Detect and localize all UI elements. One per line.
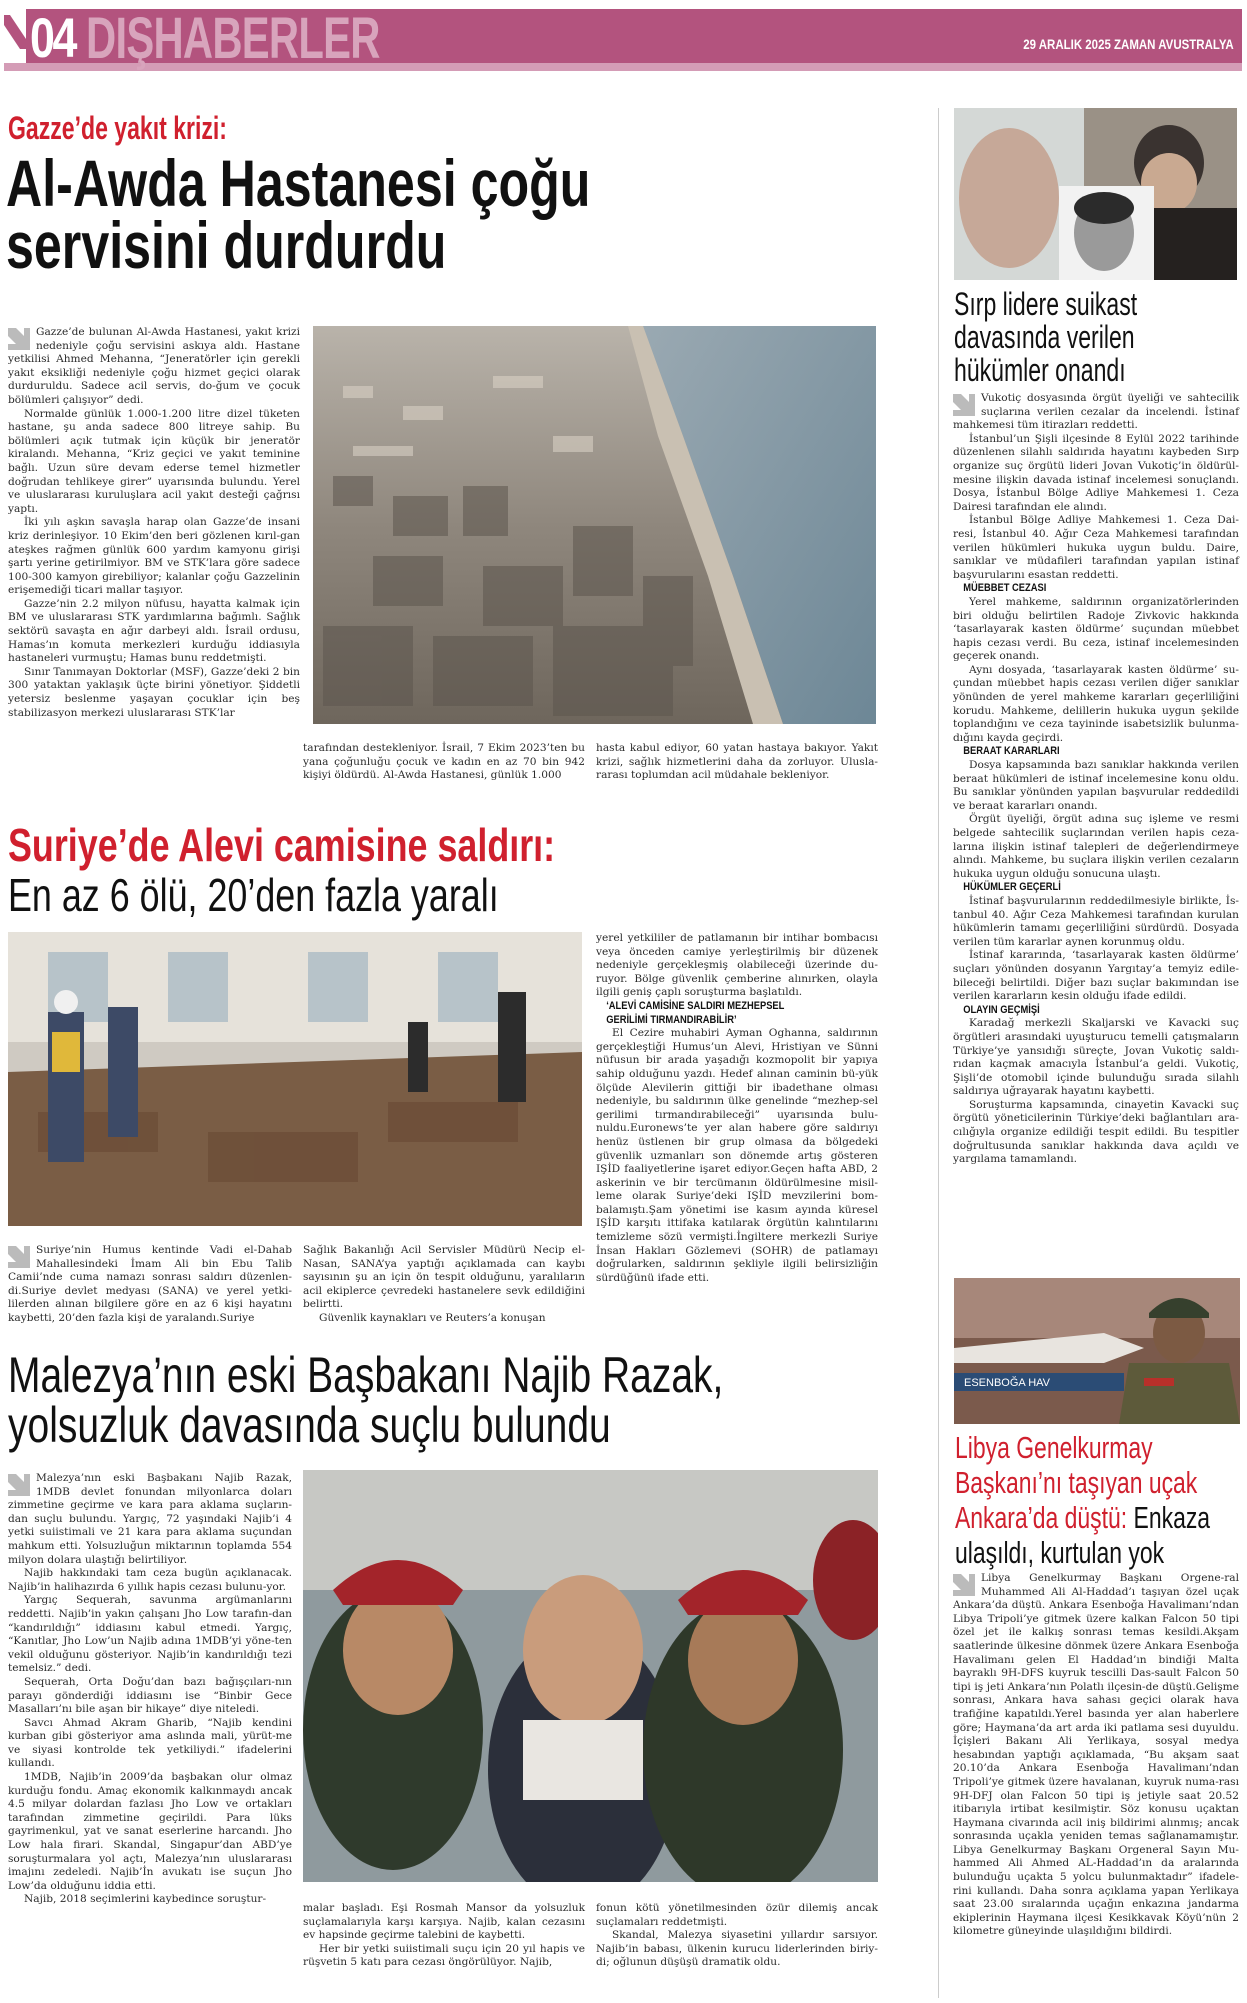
issue-date bbox=[1023, 36, 1234, 52]
syria-paragraph: Güvenlik kaynakları ve Reuters’a konuşan bbox=[319, 1311, 546, 1324]
syria-headline: En az 6 ölü, 20’den fazla yaralı bbox=[8, 869, 499, 921]
syria-paragraph: yerel yetkililer de patlamanın bir intihar bombacısı veya önceden camiye yerleştirilmiş bir düzenek nedeniyle gerçekleşmiş olabileceği üzerinde du-ruyor. Bölge güvenlik çemberine alınırken, olayla ilgili geniş çaplı soruşturma başlatıldı. bbox=[596, 932, 878, 999]
malaysia-headline-line2: yolsuzluk davasında suçlu bulundu bbox=[8, 1397, 611, 1453]
gaza-paragraph: Gazze’nin 2.2 milyon nüfusu, hayatta kalmak için BM ve uluslararası STK yardımlarına bağımlı. Sağlık sektörü savaşta en ağır darbeyi aldı. İsrail ordusu, Hamas’ın komuta merkezleri kurduğu iddiasıyla hastaneleri vurmuştu; Hamas bunu reddetmişti. bbox=[8, 597, 300, 665]
syria-mosque-photo bbox=[8, 932, 582, 1226]
serbia-paragraph: Soruşturma kapsamında, cinayetin Kavacki suç örgütü yöneticilerinin Türkiye’deki bağlantıları ara-cılığıyla organize edildiği tespit edildi. Bu tespitler doğrultusunda sanıklar hakkında dava açıldı ve yargılama tamamlandı. bbox=[953, 1098, 1239, 1166]
syria-body-col1 bbox=[8, 1244, 292, 1326]
malaysia-paragraph: fonun kötü yönetilmesinden özür dilemiş ancak suçlamaları reddetmişti. bbox=[596, 1902, 878, 1928]
serbia-headline-line1: Sırp lidere suikast bbox=[954, 286, 1138, 322]
malaysia-paragraph: Najib hakkındaki tam ceza bugün açıklanacak. Najib’in halihazırda 6 yıllık hapis cezası bulunu-yor. bbox=[8, 1567, 292, 1593]
malaysia-paragraph: Malezya’nın eski Başbakanı Najib Razak, 1MDB devlet fonundan milyonlarca doları zimmetine geçirme ve kara para aklama suçların-dan suçlu bulundu. Yargıç, 72 yaşındaki Najib’i 4 yetki suiistimali ve 21 kara para aklama suçundan mahkum etti. Yolsuzluğun miktarının toplamda 554 milyon dolara ulaştığı belirtiliyor. bbox=[8, 1472, 292, 1566]
serbia-suspects-photo bbox=[954, 108, 1237, 280]
malaysia-body-col3 bbox=[596, 1902, 878, 1970]
syria-body-col3 bbox=[596, 932, 878, 1285]
malaysia-body-col1 bbox=[8, 1472, 292, 1907]
page-masthead bbox=[4, 6, 1242, 71]
libya-body bbox=[953, 1572, 1239, 1939]
serbia-paragraph: Aynı dosyada, ‘tasarlayarak kasten öldürme’ su-çundan müebbet hapis cezası verilen diğer sanıklar yönünden de yerel mahkeme kararları geçerliliğini korudu. Mahkeme, delillerin hukuka uygun şekilde toplandığını ve ceza tayininde isabetsizlik bulunma-dığını kayda geçirdi. bbox=[953, 663, 1239, 744]
libya-general-photo bbox=[954, 1278, 1240, 1424]
page-number: 04 bbox=[30, 6, 76, 69]
gaza-body-col2 bbox=[303, 742, 585, 783]
malaysia-najib-photo bbox=[303, 1470, 878, 1882]
section-title: DIŞHABERLER bbox=[86, 6, 380, 71]
serbia-headline-line2: davasında verilen bbox=[954, 319, 1135, 355]
libya-headline bbox=[955, 1430, 1210, 1570]
gaza-headline-line2: servisini durdurdu bbox=[6, 208, 447, 282]
malaysia-paragraph: Sequerah, Orta Doğu’dan bazı bağışçıları-nın parayı gönderdiği iddiasını ise “Binbir Gece Masalları’nı bile aşan bir hikaye” diye niteledi. bbox=[8, 1675, 292, 1716]
gaza-paragraph: Sınır Tanımayan Doktorlar (MSF), Gazze’deki 2 bin 300 yataktan yaklaşık üçte birini yönetiyor. Şiddetli yetersiz beslenme yaşayan çocuklar için beş stabilizasyon merkezi uluslararası STK’lar bbox=[8, 665, 300, 719]
gaza-body-col3 bbox=[596, 742, 878, 783]
malaysia-paragraph: Najib, 2018 seçimlerini kaybedince soruştur- bbox=[24, 1893, 267, 1906]
gaza-aerial-photo bbox=[313, 326, 876, 724]
serbia-subhead: OLAYIN GEÇMİŞİ bbox=[963, 1003, 1040, 1016]
malaysia-paragraph: Savcı Ahmad Akram Gharib, “Najib kendini kurban gibi gösteriyor ama aslında mali, yürüt-me ve siyasi kontrolde tek yetkiliydi.” ifadelerini kullandı. bbox=[8, 1716, 292, 1770]
gaza-headline bbox=[6, 146, 591, 282]
malaysia-body-col2 bbox=[303, 1902, 585, 1970]
libya-headline-line1: Libya Genelkurmay bbox=[955, 1430, 1153, 1465]
gaza-body-col1 bbox=[8, 326, 300, 720]
serbia-subhead: HÜKÜMLER GEÇERLİ bbox=[963, 881, 1061, 894]
libya-headline-line2: Başkanı’nı taşıyan uçak bbox=[955, 1465, 1198, 1500]
column-divider bbox=[938, 108, 939, 1998]
serbia-paragraph: Örgüt üyeliği, örgüt adına suç işleme ve resmi belgede sahtecilik suçlarından verilen hapis ceza-larına ilişkin istinaf talepleri de değerlendirmeye alındı. Mahkeme, bu suçlara ilişkin verilen cezaların hukuka uygun olduğu sonucuna ulaştı. bbox=[953, 813, 1239, 880]
serbia-subhead: MÜEBBET CEZASI bbox=[963, 582, 1047, 595]
date-text: 29 ARALIK 2025 bbox=[1023, 36, 1112, 52]
gaza-paragraph: Normalde günlük 1.000-1.200 litre dizel tüketen hastane, şu anda sadece 800 litreye sahip. Bu bölümleri açık tutmak için küçük bir jeneratör kiralandı. Mehanna, “Kriz geçici ve yakıt teminine bağlı. Uzun süre devam ederse temel hizmetler doğrudan tehlikeye girer” uyarısında bulundu. Yerel ve uluslararası kuruluşlara acil yakıt desteği çağrısı yaptı. bbox=[8, 407, 300, 515]
syria-kicker: Suriye’de Alevi camisine saldırı: bbox=[8, 819, 556, 871]
serbia-headline bbox=[954, 288, 1137, 387]
syria-paragraph: Suriye’nin Humus kentinde Vadi el-Dahab Mahallesindeki İmam Ali bin Ebu Talib Camii’nde cuma namazı sonrası saldırı düzenlen-di.Suriye devlet medyası (SANA) ve yerel yetki-lilerden alınan bilgilere göre en az 6 kişi hayatını kaybetti, 20’den fazla kişi de yaralandı.Suriye bbox=[8, 1244, 292, 1324]
gaza-kicker: Gazze’de yakıt krizi: bbox=[8, 110, 227, 146]
lead-arrow-icon bbox=[8, 328, 30, 350]
serbia-paragraph: İstanbul Bölge Adliye Mahkemesi 1. Ceza Dai-resi, İstanbul 40. Ağır Ceza Mahkemesi tarafından verilen hükümleri hukuka uygun buldu. Daire, sanıklar ve müdafileri tarafından yapılan istinaf başvurularını esastan reddetti. bbox=[953, 514, 1239, 581]
syria-paragraph: El Cezire muhabiri Ayman Oghanna, saldırının gerçekleştiği Humus’un Alevi, Hristiyan ve Sünni nüfusun bir arada yaşadığı kozmopolit bir yapıya sahip olduğunu yazdı. Hedef alınan caminin bü-yük ölçüde Alevilerin gittiği bir ibadethane olması nedeniyle, bu saldırının ülke genelinde “mezhep-sel gerilimi tırmandırabileceği” uyarısında bulu-nuldu.Euronews’te yer alan habere göre saldırıyı henüz üstlenen bir grup olmasa da bölgedeki güvenlik uzmanları son dönemde artış gösteren IŞİD faaliyetlerine işaret ediyor.Geçen hafta ABD, 2 askerinin ve bir tercümanın öldürülmesine misil-leme olarak Suriye’deki IŞİD mevzilerini bom-balamıştı.Şam yönetimi ise kasım ayında küresel IŞİD karşıtı ittifaka katılarak örgütün kalıntılarını temizleme sözü vermişti.İngiltere merkezli Suriye İnsan Hakları Gözlemevi (SOHR) de patlamayı doğrularken, saldırının şekliyle ilgili belirsizliğin sürdüğünü ifade etti. bbox=[596, 1027, 878, 1284]
lead-arrow-icon bbox=[953, 394, 975, 416]
malaysia-headline bbox=[8, 1347, 724, 1453]
syria-subhead: ‘ALEVİ CAMİSİNE SALDIRI MEZHEPSEL bbox=[606, 999, 785, 1012]
gaza-paragraph: İki yılı aşkın savaşla harap olan Gazze’de insani kriz derinleşiyor. 10 Ekim’den beri gözlenen kırıl-gan ateşkes rağmen günlük 600 yardım kamyonu girişi şartı yerine getirilmiyor. BM ve STK’lara göre sadece 100-300 kamyon girebiliyor; kalanlar çoğu Gazzelinin erişemediği ticari mallar taşıyor. bbox=[8, 516, 300, 597]
gaza-paragraph: Gazze’de bulunan Al-Awda Hastanesi, yakıt krizi nedeniyle çoğu servisini askıya aldı. Hastane yetkilisi Ahmed Mehanna, “Jeneratörler için gerekli yakıt eksikliği nedeniyle çoğu hizmet geçici olarak durduruldu. Sadece acil servis, do-ğum ve çocuk bölümleri çalışıyor” dedi. bbox=[8, 326, 300, 406]
publication-name: ZAMAN AVUSTRALYA bbox=[1114, 36, 1234, 52]
serbia-body bbox=[953, 392, 1239, 1167]
airport-sign-text: ESENBOĞA HAV bbox=[964, 1377, 1050, 1389]
gaza-paragraph: tarafından destekleniyor. İsrail, 7 Ekim 2023’ten bu yana çoğunluğu çocuk ve kadın en az 70 bin 942 kişiyi öldürdü. Al-Awda Hastanesi, günlük 1.000 bbox=[303, 742, 585, 782]
malaysia-paragraph: Her bir yetki suiistimali suçu için 20 yıl hapis ve rüşvetin 5 katı para cezası öngörülüyor. Najib, bbox=[303, 1942, 585, 1969]
serbia-paragraph: Karadağ merkezli Skaljarski ve Kavacki suç örgütleri arasındaki uyuşturucu temelli çatışmaların Türkiye’ye yansıdığı süreçte, Jovan Vukotiç saldı-rıdan kaçmak amacıyla İstanbul’a geldi. Vukotiç, Şişli’de otomobil içinde bulunduğu sırada silahlı saldırıya uğrayarak hayatını kaybetti. bbox=[953, 1017, 1239, 1098]
gaza-headline-line1: Al-Awda Hastanesi çoğu bbox=[6, 146, 591, 220]
libya-headline-line4: ulaşıldı, kurtulan yok bbox=[955, 1535, 1165, 1570]
malaysia-paragraph: Skandal, Malezya siyasetini yıllardır sarsıyor. Najib’in babası, ülkenin kurucu liderlerinden biriy-di; oğlunun düşüşü dramatik oldu. bbox=[596, 1929, 878, 1969]
syria-body-col2 bbox=[303, 1244, 585, 1326]
gaza-paragraph: hasta kabul ediyor, 60 yatan hastaya bakıyor. Yakıt krizi, sağlık hizmetlerini daha da zorluyor. Ulusla-rarası toplumdan acil müdahale bekleniyor. bbox=[596, 742, 878, 782]
malaysia-paragraph: Yargıç Sequerah, savunma argümanlarını reddetti. Najib’in yakın çalışanı Jho Low tarafın-dan “kandırıldığı” iddiasını kabul etmedi. Yargıç, “Kanıtlar, Jho Low’un Najib adına 1MDB’yi yöne-ten vekil olduğunu gösteriyor. Najib’in kandırıldığı tezi temelsiz.” dedi. bbox=[8, 1594, 292, 1675]
malaysia-headline-line1: Malezya’nın eski Başbakanı Najib Razak, bbox=[8, 1347, 724, 1403]
serbia-paragraph: Yerel mahkeme, saldırının organizatörlerinden biri olduğu belirtilen Radoje Zivkovic hakkında ‘tasarlayarak kasten öldürme’ suçundan müebbet hapis cezası verdi. Bu ceza, istinaf incelemesinden geçerek onandı. bbox=[953, 595, 1239, 663]
syria-subhead: GERİLİMİ TIRMANDIRABİLİR’ bbox=[606, 1013, 737, 1026]
serbia-paragraph: İstinaf başvurularının reddedilmesiyle birlikte, İs-tanbul 40. Ağır Ceza Mahkemesi tarafından kurulan hükümlerin tamamı geçerliliğini sürdürdü. Dosyada verilen tüm kararlar aynen korunmuş oldu. bbox=[953, 894, 1239, 948]
libya-paragraph: Libya Genelkurmay Başkanı Orgene-ral Muhammed Ali Al-Haddad’ı taşıyan özel uçak Ankara’da düştü. Ankara Esenboğa Havalimanı’ndan Libya Tripoli’ye gitmek üzere kalkan Falcon 50 tipi özel jet ile kalkış sonrası temas kesildi.Akşam saatlerinde ülkesine dönmek üzere Ankara Esenboğa Havalimanı gelen El Haddad’ın bindiği Malta bayraklı 9H-DFS kuyruk tescilli Das-sault Falcon 50 tipi iş jeti Ankara’nın Polatlı ilçesin-de düştü.Gelişme sonrası, Ankara hava sahası geçici olarak hava trafiğine kapatıldı.Yerel basında yer alan haberlere göre; Haymana’da art arda iki patlama sesi duyuldu. İçişleri Bakanı Ali Yerlikaya, sosyal medya hesabından yaptığı açıklamada, “Bu akşam saat 20.10’da Ankara Esenboğa Havalimanı’ndan Tripoli’ye gitmek üzere havalanan, kuyruk numa-rası 9H-DFJ olan Falcon 50 tipi iş jetiyle saat 20.52 itibarıyla irtibat kesilmiştir. Söz konusu uçaktan Haymana civarında acil iniş bildirimi alınmış; ancak sonrasında uçakla yeniden temas sağlanamamıştır. Libya Genelkurmay Başkanı Orgeneral Sayın Mu-hammed Ali Ahmed AL-Haddad’ın da aralarında bulunduğu uçakta 5 yolcu bulunmaktadır” ifadele-rini kullandı. Daha sonra açıklama yapan Yerlikaya saat 23.00 sıralarında uçağın enkazına jandarma ekiplerinin Haymana ilçesi Kesikkavak Köyü’nün 2 kilometre güneyinde ulaşıldığını bildirdi. bbox=[953, 1572, 1239, 1938]
malaysia-paragraph: malar başladı. Eşi Rosmah Mansor da yolsuzluk suçlamalarıyla karşı karşıya. Najib, kalan cezasını ev hapsinde geçirme talebini de kaybetti. bbox=[303, 1902, 585, 1942]
serbia-headline-line3: hükümler onandı bbox=[954, 352, 1126, 388]
serbia-subhead: BERAAT KARARLARI bbox=[963, 745, 1060, 758]
serbia-paragraph: İstinaf kararında, ‘tasarlayarak kasten öldürme’ suçları yönünden dosyanın Yargıtay’a temyiz edile-bileceği belirtildi. Diğer bazı suçlar bakımından ise verilen kararların kesin olduğu ifade edildi. bbox=[953, 949, 1239, 1003]
syria-paragraph: Sağlık Bakanlığı Acil Servisler Müdürü Necip el-Nasan, SANA’ya yaptığı açıklamada can kaybı sayısının şu an için ön tespit olduğunu, yaralıların acil ekiplerce çevredeki hastanelere sevk edildiğini belirtti. bbox=[303, 1244, 585, 1311]
serbia-paragraph: İstanbul’un Şişli ilçesinde 8 Eylül 2022 tarihinde düzenlenen silahlı saldırıda hayatını kaybeden Sırp organize suç örgütü lideri Jovan Vukotiç’in öldürül-mesine ilişkin davada istinaf incelemesi sonuçlandı. Dosya, İstanbul Bölge Adliye Mahkemesi 1. Ceza Dairesi tarafından ele alındı. bbox=[953, 432, 1239, 513]
lead-arrow-icon bbox=[8, 1246, 30, 1268]
serbia-paragraph: Vukotiç dosyasında örgüt üyeliği ve sahtecilik suçlarına verilen cezalar da incelendi. İstinaf mahkemesi tüm itirazları reddetti. bbox=[953, 392, 1239, 432]
libya-headline-line3-black: Enkaza bbox=[1127, 1500, 1211, 1535]
lead-arrow-icon bbox=[953, 1574, 975, 1596]
malaysia-paragraph: 1MDB, Najib’in 2009’da başbakan olur olmaz kurduğu fondu. Amaç ekonomik kalkınmaydı ancak 4.5 milyar dolardan fazlası Jho Low ve ortakları tarafından zimmetine geçirildi. Para lüks gayrimenkul, yat ve sanat eserlerine harcandı. Jho Low hala firari. Skandal, Singapur’dan ABD’ye soruşturmalara yol açtı, Malezya’nın uluslararası imajını zedeledi. Najib’İn avukatı ise suçun Jho Low’da olduğunu iddia etti. bbox=[8, 1771, 292, 1892]
arrow-down-right-icon bbox=[4, 9, 26, 63]
serbia-paragraph: Dosya kapsamında bazı sanıklar hakkında verilen beraat hükümleri de istinaf incelemesine konu oldu. Bu sanıklar yönünden yapılan başvurular reddedildi ve beraat kararları onandı. bbox=[953, 759, 1239, 812]
libya-headline-line3-red: Ankara’da düştü: bbox=[955, 1500, 1128, 1535]
lead-arrow-icon bbox=[8, 1474, 30, 1496]
